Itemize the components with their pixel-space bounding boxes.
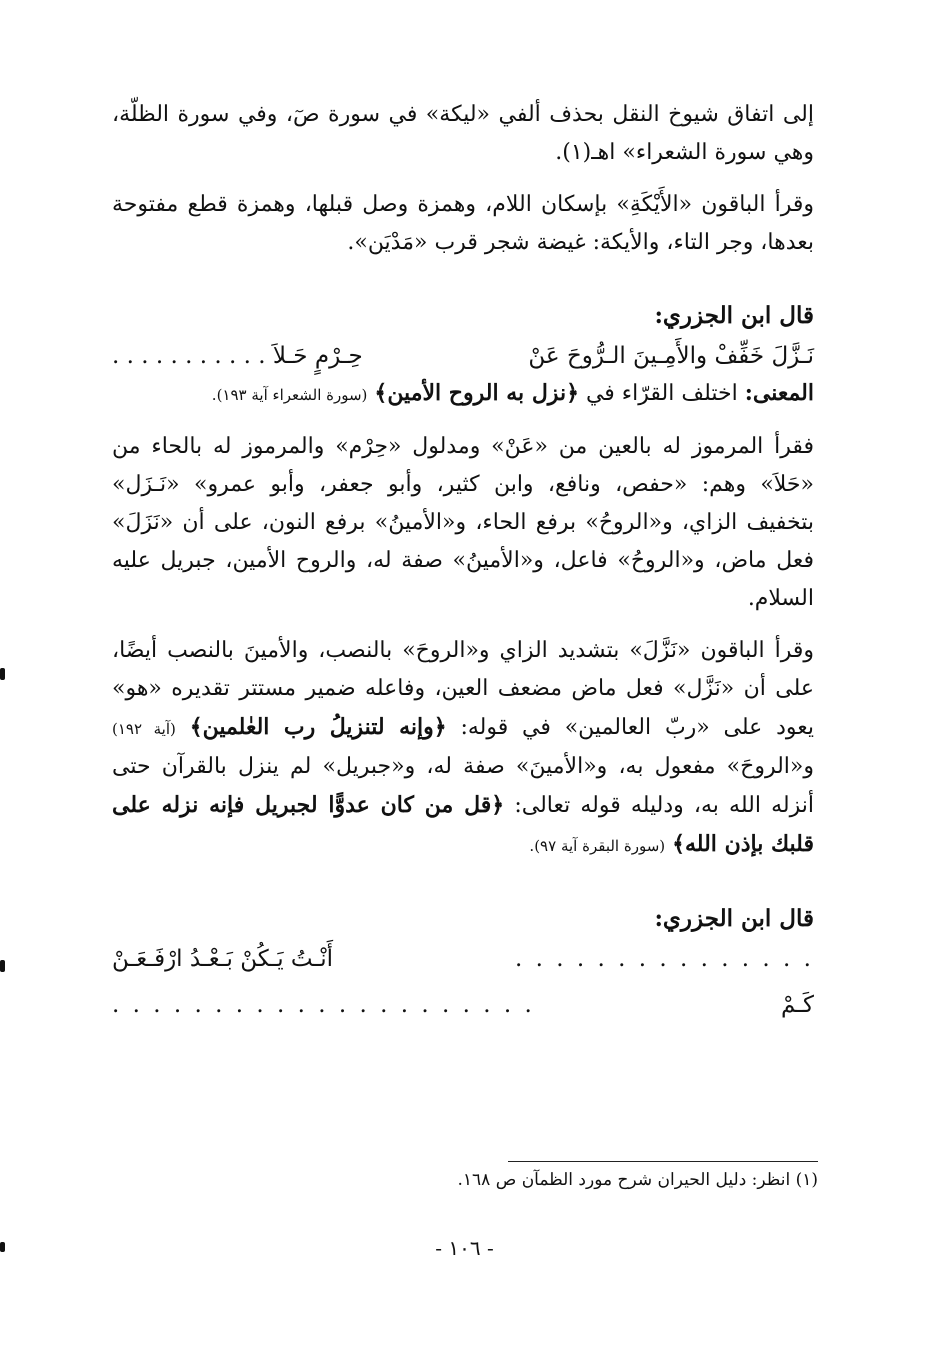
verse-2-line-2-first: كَـمْ bbox=[781, 992, 814, 1018]
paragraph-4-quran-2: ﴿قل من كان عدوًّا لجبريل فإنه نزله على قلبك بإذن الله﴾ bbox=[112, 792, 814, 857]
footnote-divider bbox=[508, 1161, 818, 1162]
scan-edge-mark bbox=[0, 668, 5, 680]
verse-2-line-2-second: . . . . . . . . . . . . . . . . . . . . . bbox=[112, 992, 535, 1018]
meaning-label: المعنى: bbox=[744, 380, 814, 406]
meaning-quran-quote: ﴿نزل به الروح الأمين﴾ bbox=[374, 380, 579, 406]
page-number: - ١٠٦ - bbox=[435, 1236, 494, 1260]
verse-2-line-1 bbox=[112, 941, 814, 977]
paragraph-4-quran-1: ﴿وإنه لتنزيلُ رب العٰلمين﴾ bbox=[189, 714, 447, 740]
paragraph-1: إلى اتفاق شيوخ النقل بحذف ألفي «ليكة» في سورة صٓ، وفي سورة الظلّة، وهي سورة الشعراء» اهـ(١). bbox=[112, 102, 814, 165]
verse-1-second-hemistich: حِـرْمٍ حَـلاَ . . . . . . . . . . . bbox=[112, 343, 363, 369]
paragraph-2: وقرأ الباقون «الأَيْكَةِ» بإسكان اللام، وهمزة وصل قبلها، وهمزة قطع مفتوحة بعدها، وجر التاء، والأيكة: غيضة شجر قرب «مَدْيَن». bbox=[112, 192, 814, 255]
verse-1 bbox=[112, 338, 814, 374]
section-2-heading: قال ابن الجزري: bbox=[654, 905, 814, 932]
verse-2-line-1-second: أَنْـتُ يَـكُنْ بَـعْـدُ ارْفَـعَـنْ bbox=[112, 946, 334, 972]
meaning-reference: (سورة الشعراء آية ١٩٣). bbox=[211, 386, 368, 404]
meaning-text: اختلف القرّاء في bbox=[585, 381, 738, 406]
section-1-heading: قال ابن الجزري: bbox=[654, 302, 814, 329]
verse-2-line-2 bbox=[112, 987, 814, 1023]
paragraph-4-reference-1: (آية ١٩٢) bbox=[112, 720, 176, 738]
paragraph-3: فقرأ المرموز له بالعين من «عَنْ» ومدلول «حِرْم» والمرموز له بالحاء من «حَلاَ» وهم: «حفص، ونافع، وابن كثير، وأبو جعفر، وأبو عمرو» «نَـزَل» بتخفيف الزاي، و«الروحُ» برفع الحاء، و«الأمينُ» برفع النون، على أن «نَزَلَ» فعل ماض، و«الروحُ» فاعل، و«الأمينُ» صفة له، والروح الأمين، جبريل عليه السلام. bbox=[112, 434, 814, 611]
paragraph-4-part-b: و«الروحَ» مفعول به، و«الأمينَ» صفة له، و«جبريل» لم ينزل بالقرآن حتى أنزله الله به، ودليله قوله تعالى: bbox=[112, 754, 814, 818]
paragraph-4-part-a: وقرأ الباقون «نَزَّلَ» بتشديد الزاي و«الروحَ» بالنصب، والأمينَ بالنصب أيضًا، على أن «نَزَّل» فعل ماض مضعف العين، وفاعله ضمير مستتر تقديره «هو» يعود على «ربّ العالمين» في قوله: bbox=[112, 638, 815, 740]
meaning-paragraph bbox=[112, 374, 814, 414]
footnote: (١) انظر: دليل الحيران شرح مورد الظمآن ص ١٦٨. bbox=[457, 1170, 818, 1190]
scan-edge-mark bbox=[0, 960, 5, 972]
page-body bbox=[112, 96, 814, 1023]
verse-1-first-hemistich: نَـزَّلَ خَفِّفْ والأَمِـينَ الـرُّوحَ عَنْ bbox=[528, 343, 814, 369]
verse-2-line-1-first: . . . . . . . . . . . . . . . bbox=[514, 946, 814, 972]
paragraph-4 bbox=[112, 632, 814, 865]
scan-edge-mark bbox=[0, 1242, 5, 1252]
paragraph-4-reference-2: (سورة البقرة آية ٩٧). bbox=[529, 837, 666, 855]
